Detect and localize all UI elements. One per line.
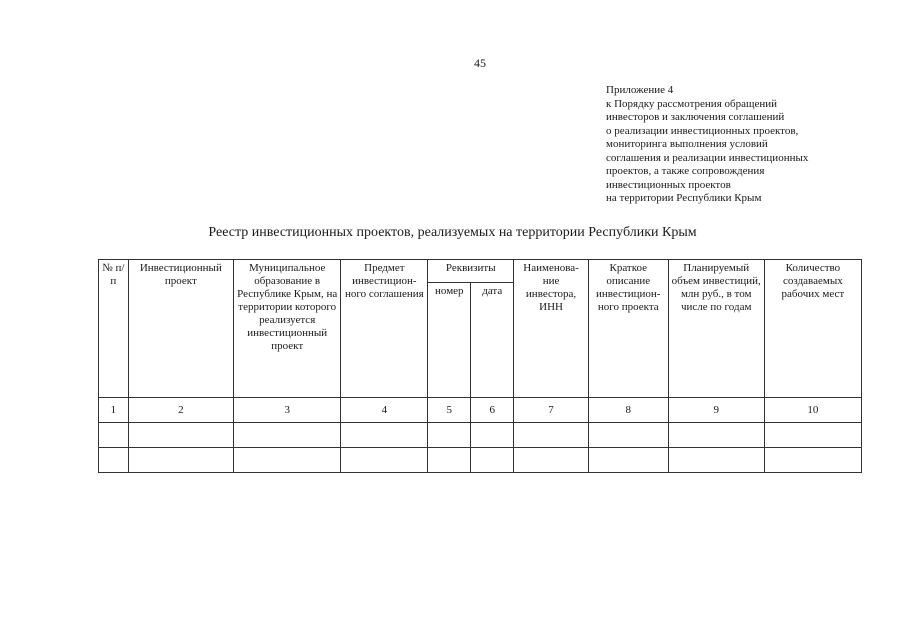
header-municipality: Муниципальное образование в Республике Крым, на территории которого реализуется инвестиционный проект xyxy=(234,260,341,398)
column-number: 6 xyxy=(471,398,514,423)
column-number: 9 xyxy=(668,398,764,423)
table-cell xyxy=(668,448,764,473)
column-number: 5 xyxy=(428,398,471,423)
column-number: 7 xyxy=(514,398,589,423)
column-number-row xyxy=(99,398,862,423)
table-cell xyxy=(471,423,514,448)
appendix-line: инвесторов и заключения соглашений xyxy=(606,111,785,123)
table-cell xyxy=(128,448,233,473)
table-cell xyxy=(588,448,668,473)
table-cell xyxy=(128,423,233,448)
column-number: 10 xyxy=(764,398,861,423)
appendix-line: проектов, а также сопровождения xyxy=(606,165,765,177)
header-investor: Наименова-ние инвестора, ИНН xyxy=(514,260,589,398)
column-number: 4 xyxy=(341,398,428,423)
header-volume: Планируемый объем инвестиций, млн руб., в том числе по годам xyxy=(668,260,764,398)
registry-table xyxy=(98,259,862,473)
table-row xyxy=(99,448,862,473)
table-cell xyxy=(428,423,471,448)
table-cell xyxy=(764,423,861,448)
appendix-block xyxy=(606,84,896,206)
table-header-row xyxy=(99,260,862,283)
header-requisites: Реквизиты xyxy=(428,260,514,283)
appendix-line: к Порядку рассмотрения обращений xyxy=(606,97,777,110)
appendix-line: Приложение 4 xyxy=(606,84,674,96)
table-cell xyxy=(668,423,764,448)
table-cell xyxy=(234,448,341,473)
document-title: Реестр инвестиционных проектов, реализуемых на территории Республики Крым xyxy=(208,225,697,240)
table-row xyxy=(99,423,862,448)
header-description: Краткое описание инвестицион-ного проекта xyxy=(588,260,668,398)
appendix-line: соглашения и реализации инвестиционных xyxy=(606,151,809,164)
table-cell xyxy=(99,448,129,473)
table-cell xyxy=(471,448,514,473)
appendix-line: инвестиционных проектов xyxy=(606,178,731,191)
column-number: 1 xyxy=(99,398,129,423)
header-project: Инвестиционный проект xyxy=(128,260,233,398)
table-cell xyxy=(234,423,341,448)
table-cell xyxy=(514,448,589,473)
header-requisites-date: дата xyxy=(471,283,514,398)
appendix-line: мониторинга выполнения условий xyxy=(606,138,768,150)
table-cell xyxy=(99,423,129,448)
header-jobs: Количество создаваемых рабочих мест xyxy=(764,260,861,398)
table-cell xyxy=(341,448,428,473)
page-number: 45 xyxy=(474,56,486,70)
header-num: № п/п xyxy=(99,260,129,398)
column-number: 8 xyxy=(588,398,668,423)
header-requisites-number: номер xyxy=(428,283,471,398)
appendix-line: о реализации инвестиционных проектов, xyxy=(606,124,799,137)
table-cell xyxy=(764,448,861,473)
table-cell xyxy=(428,448,471,473)
header-subject: Предмет инвестицион-ного соглашения xyxy=(341,260,428,398)
appendix-line: на территории Республики Крым xyxy=(606,192,762,204)
table-cell xyxy=(514,423,589,448)
column-number: 3 xyxy=(234,398,341,423)
column-number: 2 xyxy=(128,398,233,423)
table-cell xyxy=(341,423,428,448)
table-cell xyxy=(588,423,668,448)
